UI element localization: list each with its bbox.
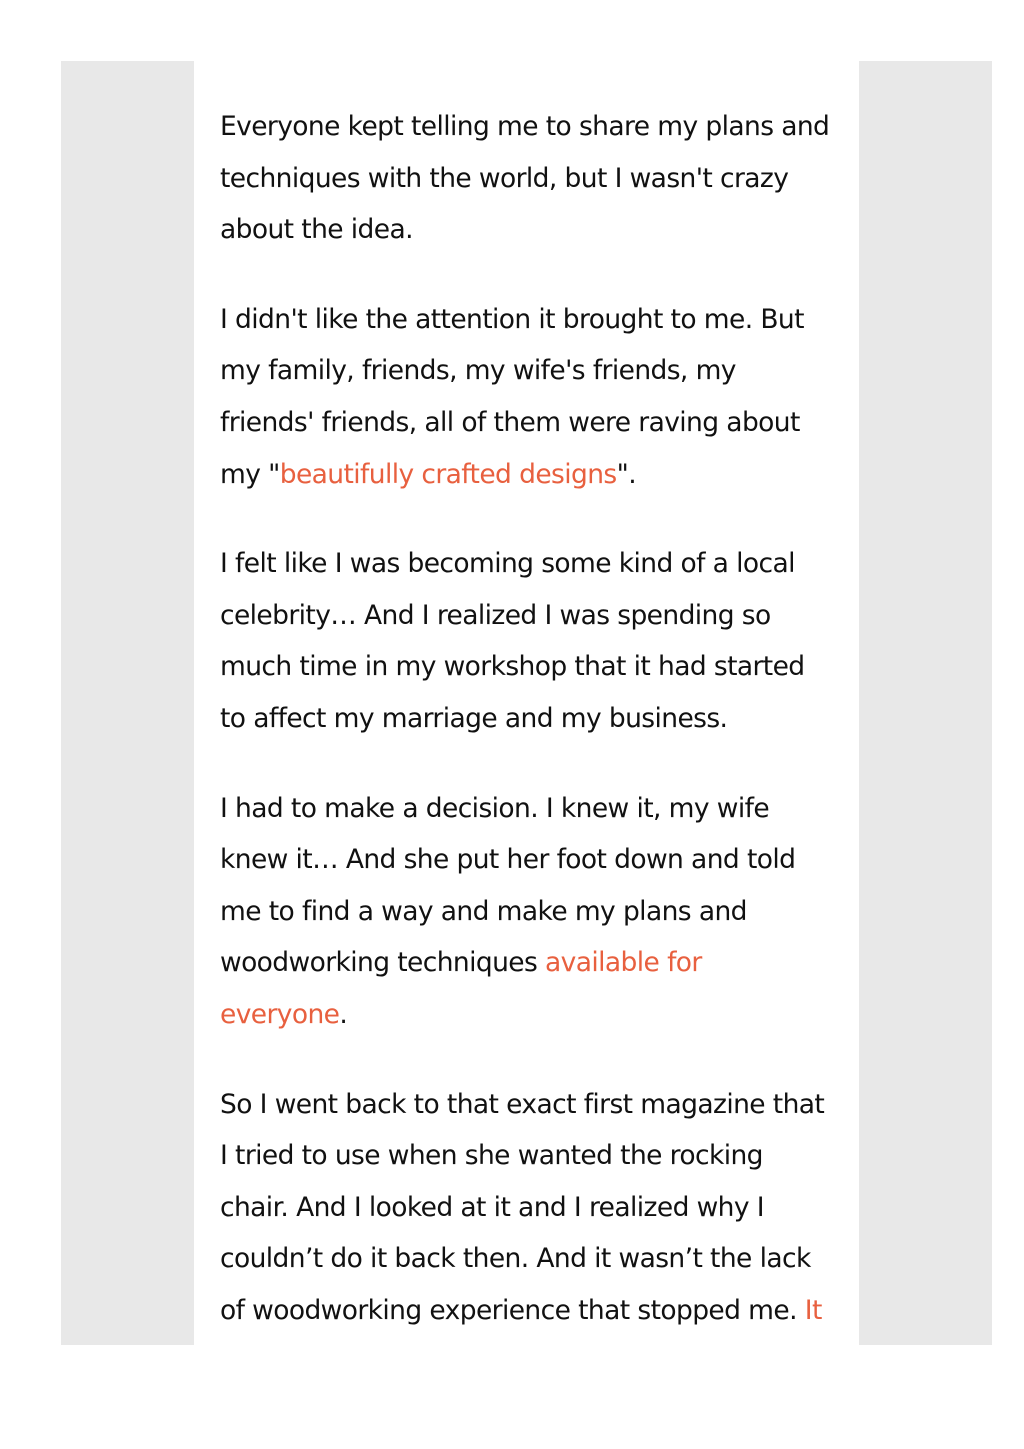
paragraph-text: Everyone kept telling me to share my plans and techniques with the world, but I wasn't crazy about the idea. [220,111,830,246]
paragraph-decision [220,783,835,1041]
paragraph-text: I had to make a decision. I knew it, my wife knew it… And she put her foot down and told me to find a way and make my plans and woodworking techniques [220,792,796,979]
paragraph-text: I felt like I was becoming some kind of a local celebrity… And I realized I was spending so much time in my workshop that it had started to affect my marriage and my business. [220,548,805,734]
paragraph-attention [220,294,835,500]
paragraph-magazine [220,1079,835,1337]
beautifully-crafted-designs-link[interactable]: beautifully crafted designs [279,458,617,490]
paragraph-text: I didn't like the attention it brought to me. But my family, friends, my wife's friends, my friends' friends, all of them were raving about my " [220,303,804,490]
article-container [194,61,859,1345]
paragraph-text: . [339,998,348,1030]
available-for-everyone-link[interactable]: available for everyone [220,947,702,1030]
paragraph-local-celebrity [220,538,835,744]
right-margin-panel [859,61,992,1345]
paragraph-text: So I went back to that exact first magazine that I tried to use when she wanted the rocking chair. And I looked at it and I realized why I couldn’t do it back then. And it wasn’t the lack of woodworking experience that stopped me. [220,1088,825,1326]
it-link[interactable]: It [804,1294,822,1326]
paragraph-text: ". [616,458,637,490]
left-margin-panel [61,61,194,1345]
paragraph-share-plans [220,101,835,256]
article-body [220,101,835,1345]
